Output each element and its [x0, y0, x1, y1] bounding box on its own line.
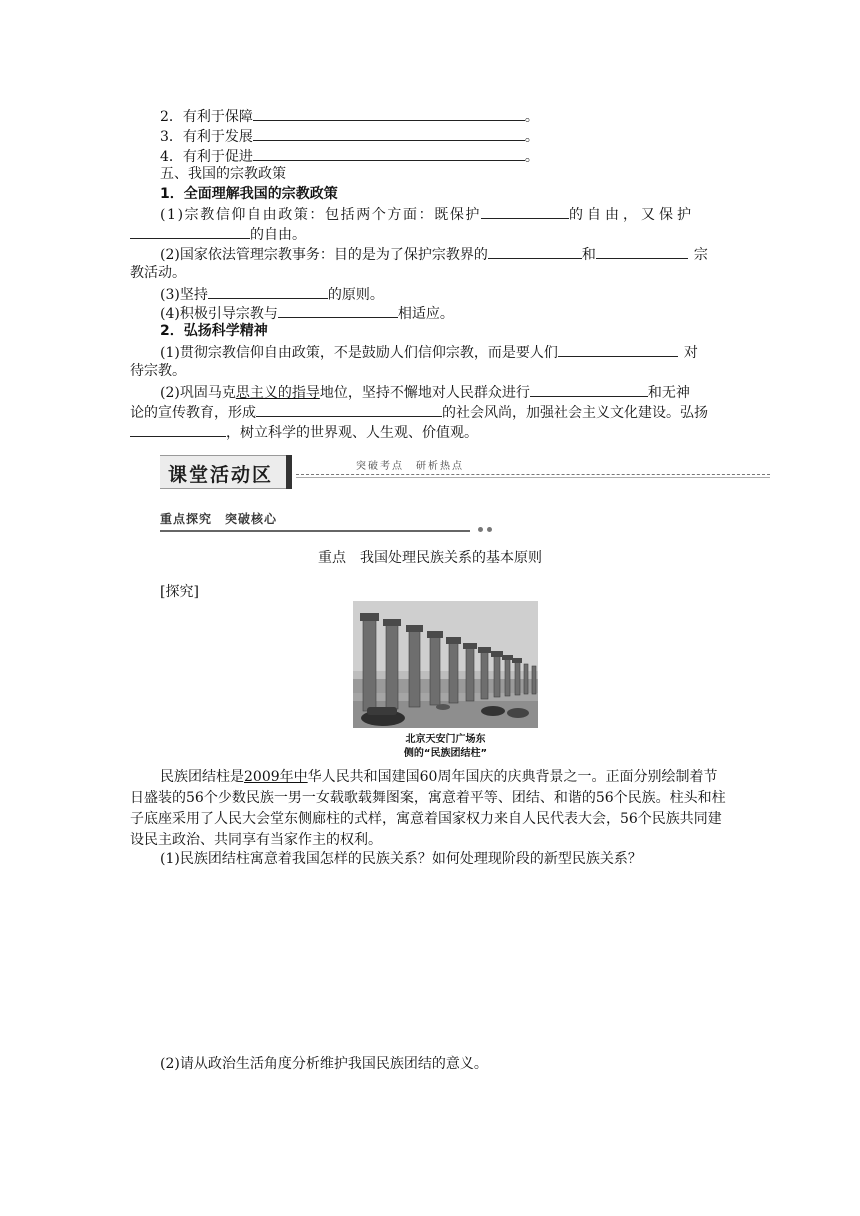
policy-line-2-cont: 教活动。: [130, 265, 186, 281]
science-line-2-cont: [130, 401, 730, 423]
banner-title-box: [160, 455, 286, 489]
policy-line-1: [160, 203, 730, 225]
dot-icon: [478, 527, 483, 532]
text: 和无神: [647, 385, 690, 401]
photo-illustration: [353, 601, 538, 728]
text: 和: [581, 247, 596, 263]
science-line-2: [160, 381, 730, 403]
answer-blank[interactable]: [278, 302, 398, 318]
text: 宗: [693, 247, 708, 263]
answer-blank[interactable]: [596, 243, 688, 259]
list-item-3: [160, 125, 730, 147]
answer-blank[interactable]: [481, 203, 569, 219]
question-2: (2)请从政治生活角度分析维护我国民族团结的意义。: [160, 1056, 488, 1072]
text: (1)宗教信仰自由政策：包括两个方面：既保护: [160, 207, 482, 223]
answer-blank[interactable]: [256, 401, 442, 417]
text: 华人民共和国建国60周年国庆的庆典背景之一。正面分别绘制着节日盛装的56个少数民族一男一女载歌载舞图案，寓意着平等、团结、和谐的56个民族。柱头和柱子底座采用了人民大会堂东侧廊柱的式样，寓意着国家权力来自人民代表大会，56个民族共同建设民主政治、共同享有当家作主的权利。: [130, 769, 726, 848]
answer-blank[interactable]: [253, 125, 525, 141]
text: 的自由，又保护: [569, 207, 696, 223]
key-point-heading: 重点 我国处理民族关系的基本原则: [318, 550, 542, 566]
answer-blank[interactable]: [530, 381, 648, 397]
text: (2)巩固马克: [160, 385, 236, 401]
underlined-text: 2009年中: [244, 769, 308, 785]
science-line-2-end: [130, 421, 730, 443]
explore-label: [探究]: [160, 584, 199, 600]
banner-title: 课堂活动区: [168, 464, 274, 486]
text: (2)国家依法管理宗教事务：目的是为了保护宗教界的: [160, 247, 488, 263]
text: 民族团结柱是: [160, 769, 244, 785]
text: 相适应。: [397, 306, 454, 322]
question-1: (1)民族团结柱寓意着我国怎样的民族关系？如何处理现阶段的新型民族关系？: [160, 851, 642, 867]
passage-paragraph: [130, 767, 730, 851]
underlined-text: 思主义的指导: [235, 385, 320, 401]
banner-subtitle: 突破考点 研析热点: [356, 461, 464, 472]
answer-blank[interactable]: [253, 105, 525, 121]
banner-rule: [296, 474, 770, 475]
text: 的自由。: [250, 227, 306, 243]
answer-blank[interactable]: [253, 145, 525, 161]
dot-icon: [487, 527, 492, 532]
photo-caption-line-1: 北京天安门广场东: [405, 734, 486, 745]
item-label: 3．有利于发展: [160, 129, 253, 145]
sub-banner: [160, 510, 490, 536]
answer-blank[interactable]: [558, 341, 678, 357]
list-item-2: [160, 105, 730, 127]
section-title: 五、我国的宗教政策: [160, 166, 286, 182]
text: (1)贯彻宗教信仰自由政策，不是鼓励人们信仰宗教，而是要人们: [160, 345, 558, 361]
text: 对: [683, 345, 698, 361]
banner-rule-solid: [296, 477, 770, 478]
subsection-title-2: 2．弘扬科学精神: [160, 323, 268, 339]
text: (3)坚持: [160, 287, 208, 303]
section-banner: [160, 455, 770, 489]
ethnic-unity-columns-photo: [353, 601, 538, 728]
science-line-1-cont: 待宗教。: [130, 363, 186, 379]
text: 论的宣传教育，形成: [130, 405, 256, 421]
text: 地位，坚持不懈地对人民群众进行: [319, 385, 530, 401]
text: 的社会风尚，加强社会主义文化建设。弘扬: [442, 405, 708, 421]
answer-blank[interactable]: [130, 421, 226, 437]
policy-line-2: [160, 243, 730, 265]
punctuation: 。: [524, 149, 539, 165]
subsection-title-1: 1．全面理解我国的宗教政策: [160, 186, 338, 202]
text: 的原则。: [327, 287, 384, 303]
answer-blank[interactable]: [130, 223, 250, 239]
answer-blank[interactable]: [488, 243, 582, 259]
science-line-1: [160, 341, 730, 363]
sub-banner-label: 重点探究 突破核心: [160, 512, 278, 526]
text: ，树立科学的世界观、人生观、价值观。: [226, 425, 478, 441]
answer-blank[interactable]: [208, 283, 328, 299]
text: (4)积极引导宗教与: [160, 306, 278, 322]
policy-line-1-cont: [130, 223, 730, 245]
sub-banner-rule: [160, 530, 470, 532]
punctuation: 。: [524, 129, 539, 145]
photo-caption-line-2: 侧的“民族团结柱”: [403, 748, 488, 759]
punctuation: 。: [524, 109, 539, 125]
banner-divider: [286, 455, 292, 489]
item-label: 2．有利于保障: [160, 109, 253, 125]
item-label: 4．有利于促进: [160, 149, 253, 165]
